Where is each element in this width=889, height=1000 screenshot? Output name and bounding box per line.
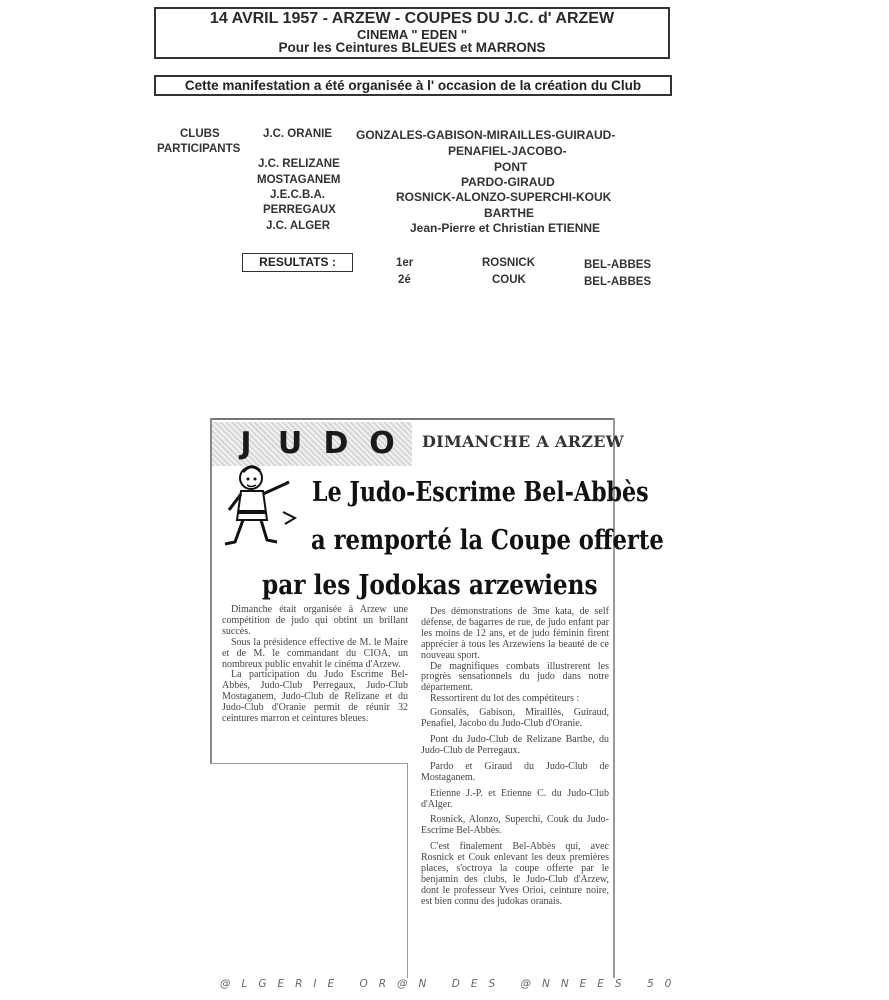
club-name: PERREGAUX [263, 204, 336, 216]
article-column-right [421, 607, 609, 908]
club-players: PENAFIEL-JACOBO- [448, 144, 567, 158]
article-kicker: DIMANCHE A ARZEW [422, 432, 625, 451]
result-club: BEL-ABBES [584, 259, 652, 271]
results-label: RESULTATS : [242, 253, 353, 272]
occasion-note: Cette manifestation a été organisée à l' occasion de la création du Club [154, 75, 672, 96]
article-paragraph: La participation du Judo Escrime Bel-Abbès, Judo-Club Perregaux, Judo-Club Mostaganem, Judo-Club de Relizane et du Judo-Club d'Oranie permit de réunir 32 ceintures marron et ceintures bleues. [222, 669, 408, 725]
article-column-left [222, 605, 408, 725]
article-paragraph: Rosnick, Alonzo, Superchi, Couk du Judo-Escrime Bel-Abbès. [421, 814, 609, 837]
article-paragraph: De magnifiques combats illustrerent les progrès sensationnels du judo dans notre département. [421, 660, 609, 694]
club-name: J.C. ORANIE [263, 128, 333, 140]
watermark: @LGERIE OR@N DES @NNEES 50 [220, 978, 683, 990]
club-players: Jean-Pierre et Christian ETIENNE [410, 221, 601, 235]
event-subtitle: Pour les Ceintures BLEUES et MARRONS [278, 40, 546, 56]
club-name: J.C. RELIZANE [258, 158, 340, 170]
club-name: MOSTAGANEM [257, 174, 341, 186]
result-rank: 1er [396, 257, 414, 269]
club-players: ROSNICK-ALONZO-SUPERCHI-KOUK [396, 190, 612, 204]
clipping-border [407, 763, 408, 978]
event-title: 14 AVRIL 1957 - ARZEW - COUPES DU J.C. d' ARZEW [209, 10, 615, 27]
clipping-border [210, 418, 212, 764]
article-paragraph: Pont du Judo-Club de Relizane Barthe, du Judo-Club de Perregaux. [421, 733, 609, 756]
result-club: BEL-ABBES [584, 276, 652, 288]
club-players: BARTHE [484, 206, 534, 220]
result-name: ROSNICK [482, 257, 536, 269]
club-players: PONT [494, 160, 528, 174]
club-players: GONZALES-GABISON-MIRAILLES-GUIRAUD- [356, 128, 616, 142]
banner-letter: J [240, 426, 252, 461]
judoka-cartoon-icon [223, 458, 303, 554]
club-name: J.C. ALGER [266, 220, 331, 232]
participants-label: PARTICIPANTS [157, 143, 241, 155]
banner-letter: D [323, 426, 349, 461]
result-rank: 2é [398, 274, 411, 286]
clipping-border [210, 763, 408, 764]
article-paragraph: Ressortirent du lot des compétiteurs : [430, 693, 580, 705]
article-headline: Le Judo-Escrime Bel-Abbès [312, 477, 649, 508]
article-paragraph: Gonsalès, Gabison, Miraillès, Guiraud, Penafiel, Jacobo du Judo-Club d'Oranie. [421, 707, 609, 730]
article-headline: par les Jodokas arzewiens [262, 570, 598, 601]
banner-letter: O [369, 426, 395, 461]
banner-letter: U [277, 426, 303, 461]
article-paragraph: Pardo et Giraud du Judo-Club de Mostaganem. [421, 760, 609, 783]
article-paragraph: Sous la présidence effective de M. le Maire et de M. le commandant du CIOA, un nombreux public envahit le cinéma d'Arzew. [222, 636, 408, 670]
article-headline: a remporté la Coupe offerte [311, 525, 664, 556]
club-name: J.E.C.B.A. [270, 189, 325, 201]
result-name: COUK [492, 274, 526, 286]
article-paragraph: Etienne J.-P. et Etienne C. du Judo-Club d'Alger. [421, 787, 609, 810]
event-venue: CINEMA " EDEN " [356, 26, 468, 42]
clipping-border [210, 418, 614, 420]
article-paragraph: Des démonstrations de 3me kata, de self défense, de bagarres de rue, de judo enfant par les moins de 12 ans, et de judo féminin firent apprécier à tous les Arzewiens la beauté de ce nouveau sport. [421, 606, 609, 661]
article-paragraph: C'est finalement Bel-Abbès qui, avec Rosnick et Couk enlevant les deux premières places, s'octroya la coupe offerte par le benjamin des clubs, le Judo-Club d'Arzew, dont le professeur Yves Orioi, ceinture noire, est bien connu des judokas oranais. [421, 841, 609, 907]
event-header-box [154, 7, 670, 59]
clubs-label: CLUBS [180, 128, 220, 140]
article-paragraph: Dimanche était organisée à Arzew une compétition de judo qui obtint un brillant succès. [222, 604, 408, 637]
club-players: PARDO-GIRAUD [461, 175, 555, 189]
